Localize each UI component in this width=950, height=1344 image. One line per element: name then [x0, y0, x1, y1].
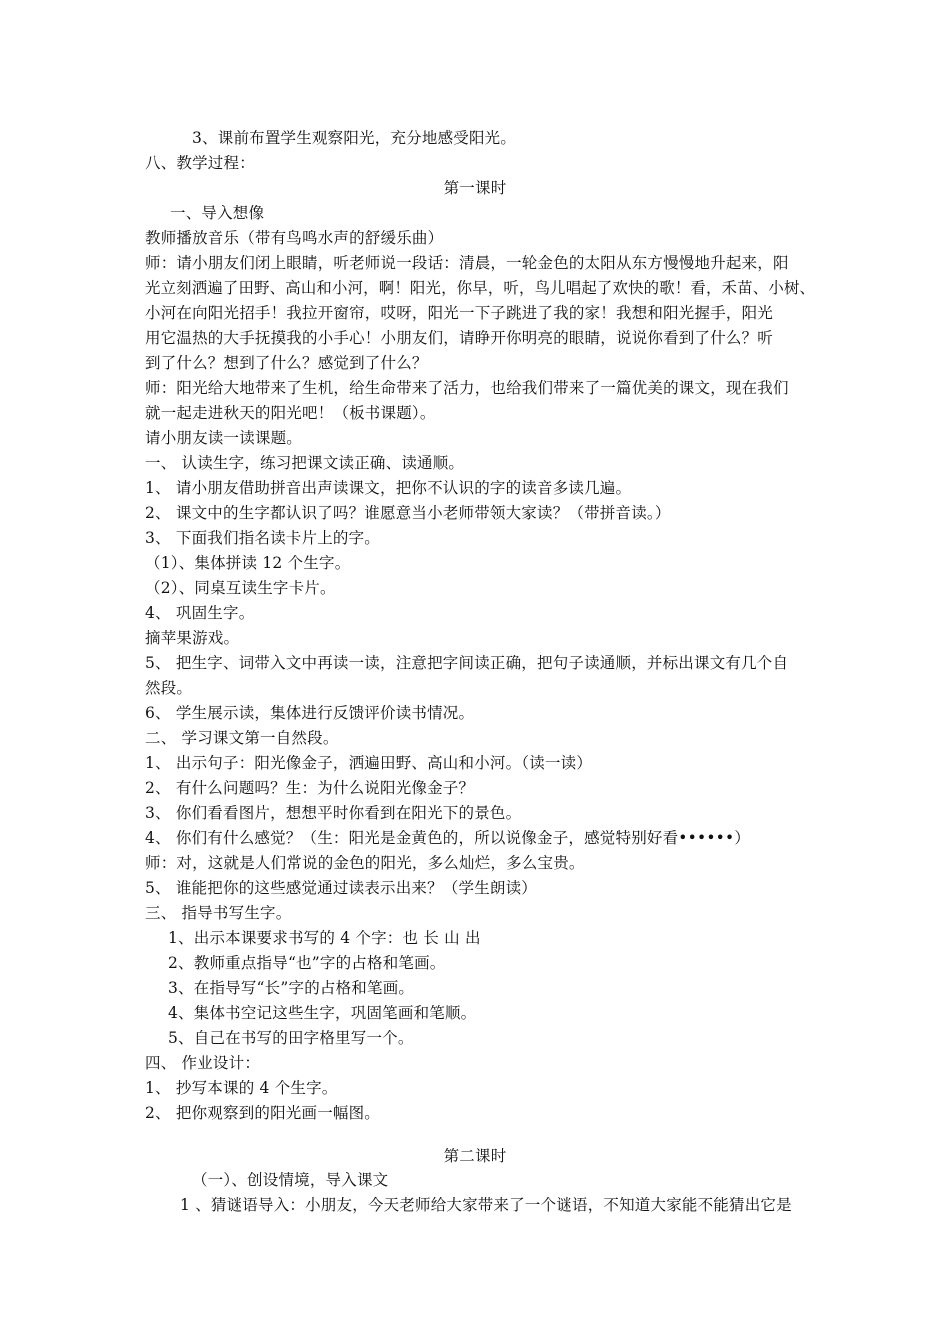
- lesson-title-2: 第二课时: [443, 1147, 507, 1165]
- section-heading-4: 四、 作业设计：: [145, 1054, 261, 1072]
- list-item: 2、 把你观察到的阳光画一幅图。: [145, 1104, 380, 1122]
- paragraph-line: 就一起走进秋天的阳光吧！（板书课题）。: [145, 404, 436, 422]
- section-heading-3: 三、 指导书写生字。: [145, 904, 292, 922]
- list-item: （1）、集体拼读 12 个生字。: [145, 554, 351, 572]
- lesson-title-1: 第一课时: [443, 179, 507, 197]
- list-item: 3、 你们看看图片，想想平时你看到在阳光下的景色。: [145, 804, 522, 822]
- paragraph-line: 师：请小朋友们闭上眼睛，听老师说一段话：清晨，一轮金色的太阳从东方慢慢地升起来，阳: [145, 254, 789, 272]
- list-item: 5、自己在书写的田字格里写一个。: [168, 1029, 414, 1047]
- section-heading-1: 一、 认读生字，练习把课文读正确、读通顺。: [145, 454, 465, 472]
- paragraph-line: 用它温热的大手抚摸我的小手心！小朋友们，请睁开你明亮的眼睛，说说你看到了什么？听: [145, 329, 774, 347]
- list-item: 5、 把生字、词带入文中再读一读，注意把字间读正确，把句子读通顺，并标出课文有几个自: [145, 654, 789, 672]
- list-item: 1、 抄写本课的 4 个生字。: [145, 1079, 338, 1097]
- prep-item-3: 3、课前布置学生观察阳光，充分地感受阳光。: [192, 129, 517, 147]
- step-heading-situation: （一）、创设情境，导入课文: [192, 1171, 389, 1189]
- list-item: 1、 出示句子：阳光像金子，洒遍田野、高山和小河。（读一读）: [145, 754, 593, 772]
- step-heading-intro: 一、导入想像: [170, 204, 265, 222]
- list-item: 4、 你们有什么感觉？（生：阳光是金黄色的，所以说像金子，感觉特别好看••••••）: [145, 829, 751, 847]
- paragraph-line: 请小朋友读一读课题。: [145, 429, 303, 447]
- list-item: 5、 谁能把你的这些感觉通过读表示出来？（学生朗读）: [145, 879, 537, 897]
- list-item: 3、在指导写“长”字的占格和笔画。: [168, 979, 415, 997]
- list-item: 6、 学生展示读，集体进行反馈评价读书情况。: [145, 704, 475, 722]
- list-item: 2、 课文中的生字都认识了吗？谁愿意当小老师带领大家读？（带拼音读。）: [145, 504, 671, 522]
- list-item: 4、 巩固生字。: [145, 604, 255, 622]
- section-heading-2: 二、 学习课文第一自然段。: [145, 729, 339, 747]
- paragraph-line: 师：阳光给大地带来了生机，给生命带来了活力，也给我们带来了一篇优美的课文，现在我们: [145, 379, 789, 397]
- list-item: 3、 下面我们指名读卡片上的字。: [145, 529, 380, 547]
- list-item: 2、 有什么问题吗？生：为什么说阳光像金子？: [145, 779, 475, 797]
- paragraph-line: 教师播放音乐（带有鸟鸣水声的舒缓乐曲）: [145, 229, 444, 247]
- paragraph-line: 然段。: [145, 679, 193, 697]
- paragraph-line: 摘苹果游戏。: [145, 629, 240, 647]
- list-item: 2、教师重点指导“也”字的占格和笔画。: [168, 954, 446, 972]
- list-item: 1、出示本课要求书写的 4 个字：也 长 山 出: [168, 929, 481, 947]
- paragraph-line: 1 、猜谜语导入：小朋友，今天老师给大家带来了一个谜语，不知道大家能不能猜出它是: [180, 1196, 792, 1214]
- list-item: 1、 请小朋友借助拼音出声读课文，把你不认识的字的读音多读几遍。: [145, 479, 632, 497]
- paragraph-line: 光立刻洒遍了田野、高山和小河，啊！阳光，你早，听，鸟儿唱起了欢快的歌！看，禾苗、小树、: [145, 279, 816, 297]
- list-item: 4、集体书空记这些生字，巩固笔画和笔顺。: [168, 1004, 477, 1022]
- list-item: （2）、同桌互读生字卡片。: [145, 579, 336, 597]
- paragraph-line: 师：对，这就是人们常说的金色的阳光，多么灿烂，多么宝贵。: [145, 854, 585, 872]
- paragraph-line: 小河在向阳光招手！我拉开窗帘，哎呀，阳光一下子跳进了我的家！我想和阳光握手，阳光: [145, 304, 774, 322]
- section-heading-8: 八、教学过程：: [145, 154, 255, 172]
- paragraph-line: 到了什么？想到了什么？感觉到了什么？: [145, 354, 428, 372]
